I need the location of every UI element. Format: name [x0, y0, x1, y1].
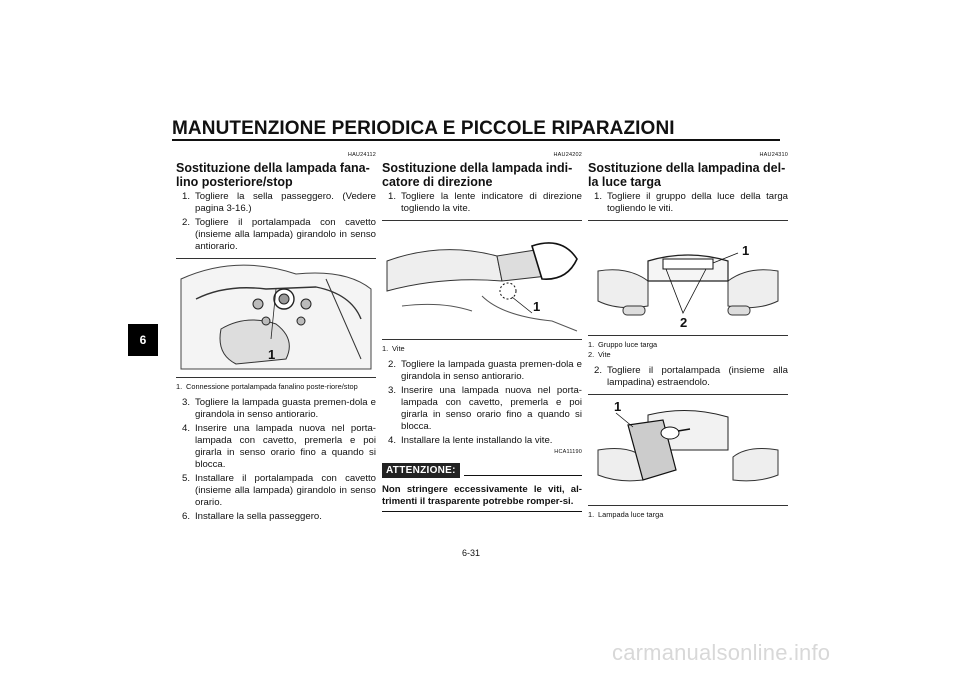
- section-title: Sostituzione della lampada fana-lino posteriore/stop: [176, 161, 370, 189]
- figure-license-bulb: [588, 394, 788, 506]
- step-item: 4. Installare la lente installando la vite.: [388, 435, 553, 446]
- figure-callout: 1: [533, 299, 541, 314]
- step-item: 3. Inserire una lampada nuova nel porta-lampada con cavetto, premerla e poi girarla in senso orario fino a quando si blocca.: [388, 385, 582, 432]
- step-item: 6. Installare la sella passeggero.: [182, 511, 322, 522]
- section-title: Sostituzione della lampadina del-la luce targa: [588, 161, 786, 189]
- chapter-tab[interactable]: 6: [128, 324, 158, 356]
- section-code: HAU24202: [553, 152, 582, 158]
- section-title: Sostituzione della lampada indi-catore di direzione: [382, 161, 573, 189]
- figure-caption: 1. Connessione portalampada fanalino poste-riore/stop: [176, 382, 358, 391]
- warning-rule: [464, 474, 582, 476]
- step-item: 2. Togliere la lampada guasta premen-dola e girandola in senso antiorario.: [388, 359, 582, 382]
- figure-turn-signal: [382, 220, 582, 340]
- warning-code: HCA11190: [554, 449, 582, 455]
- warning-text: Non stringere eccessivamente le viti, al-trimenti il trasparente potrebbe romper-si.: [382, 484, 582, 507]
- turn-signal-illustration: [382, 221, 582, 339]
- section-code: HAU24112: [347, 152, 376, 158]
- step-item: 1. Togliere il gruppo della luce della targa togliendo le viti.: [594, 191, 788, 214]
- figure-callout: 1: [268, 347, 276, 362]
- header-rule: [172, 139, 780, 141]
- page-header-title: MANUTENZIONE PERIODICA E PICCOLE RIPARAZIONI: [172, 118, 675, 139]
- figure-tail-light-socket: [176, 258, 376, 378]
- section-tail-light: [176, 152, 376, 523]
- tail-light-illustration: [176, 259, 376, 377]
- section-code: HAU24310: [759, 152, 788, 158]
- license-light-illustration: [588, 221, 788, 335]
- watermark: carmanualsonline.info: [612, 640, 831, 665]
- figure-caption: 2. Vite: [588, 350, 611, 359]
- page-number: 6-31: [462, 548, 481, 558]
- step-item: 2. Togliere il portalampada (insieme alla lampadina) estraendolo.: [594, 365, 788, 388]
- step-item: 4. Inserire una lampada nuova nel porta-lampada con cavetto, premerla e poi girarla in senso orario fino a quando si blocca.: [182, 423, 376, 470]
- section-license-light: [588, 152, 788, 519]
- step-item: 1. Togliere la sella passeggero. (Vedere pagina 3-16.): [182, 191, 376, 214]
- figure-callout: 2: [680, 315, 688, 330]
- step-item: 5. Installare il portalampada con cavetto (insieme alla lampada) girandolo in senso orario.: [182, 473, 376, 508]
- warning-label: ATTENZIONE:: [382, 463, 460, 478]
- section-turn-signal: [382, 152, 582, 512]
- warning-header: [382, 463, 582, 478]
- warning-end-rule: [382, 511, 582, 512]
- step-item: 3. Togliere la lampada guasta premen-dola e girandola in senso antiorario.: [182, 397, 376, 420]
- figure-callout: 1: [742, 243, 750, 258]
- figure-caption: 1. Lampada luce targa: [588, 510, 664, 519]
- figure-caption: 1. Gruppo luce targa: [588, 340, 658, 349]
- figure-license-light-unit: [588, 220, 788, 336]
- step-item: 2. Togliere il portalampada con cavetto (insieme alla lampada) girandolo in senso antiorario.: [182, 217, 376, 252]
- figure-caption: 1. Vite: [382, 344, 405, 353]
- figure-callout: 1: [614, 399, 622, 414]
- step-item: 1. Togliere la lente indicatore di direzione togliendo la vite.: [388, 191, 582, 214]
